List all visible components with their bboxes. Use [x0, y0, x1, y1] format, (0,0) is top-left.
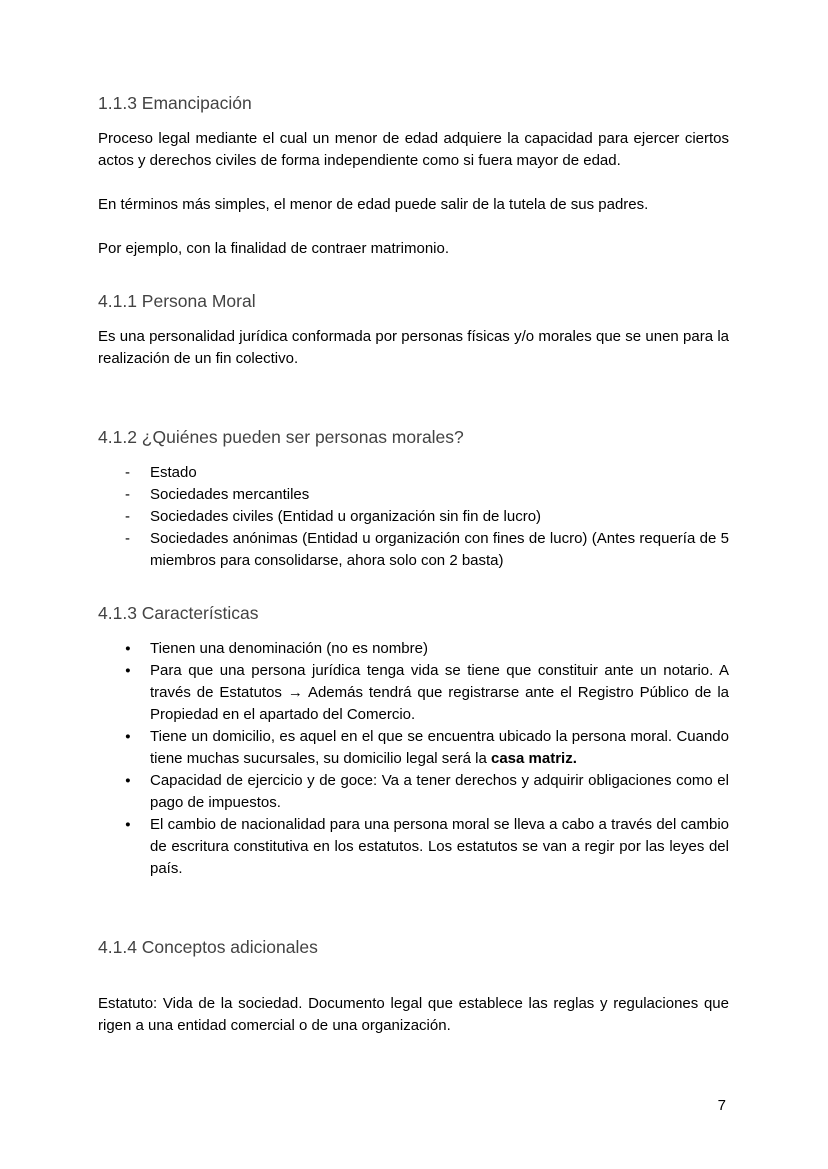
section-heading-caracteristicas: 4.1.3 Características [98, 603, 259, 623]
dash-marker: - [125, 508, 130, 525]
paragraph-persona-moral: Es una personalidad jurídica conformada por personas físicas y/o morales que se unen para la realización de un fin colectivo. [98, 328, 729, 367]
list-item [98, 484, 729, 506]
bullet-marker: ● [125, 775, 131, 786]
section-heading-emancipacion: 1.1.3 Emancipación [98, 93, 252, 113]
list-item [98, 814, 729, 880]
list-item [98, 462, 729, 484]
paragraph-emancipacion-2: En términos más simples, el menor de edad puede salir de la tutela de sus padres. [98, 196, 649, 213]
bullet-marker: ● [125, 665, 131, 676]
list-item [98, 770, 729, 814]
section-heading-conceptos-adicionales: 4.1.4 Conceptos adicionales [98, 937, 318, 957]
paragraph-estatuto: Estatuto: Vida de la sociedad. Documento legal que establece las reglas y regulaciones que rigen a una entidad comercial o de una organización. [98, 995, 729, 1034]
bullet-marker: ● [125, 643, 131, 654]
list-item-text: Capacidad de ejercicio y de goce: Va a tener derechos y adquirir obligaciones como el pago de impuestos. [150, 772, 729, 811]
dash-list-personas-morales [98, 462, 729, 572]
list-item [98, 638, 729, 660]
dash-marker: - [125, 486, 130, 503]
page-number: 7 [717, 1097, 726, 1114]
list-item-text: Sociedades civiles (Entidad u organización sin fin de lucro) [150, 508, 542, 525]
list-item-text: Para que una persona jurídica tenga vida se tiene que constituir ante un notario. A través de Estatutos → Además tendrá que registrarse ante el Registro Público de la Propiedad en el apartado del Comercio. [150, 662, 729, 723]
list-item-text: Sociedades mercantiles [150, 486, 310, 503]
list-item-text-bold: casa matriz. [491, 750, 577, 767]
list-item-text-normal: Tiene un domicilio, es aquel en el que se encuentra ubicado la persona moral. Cuando tiene muchas sucursales, su domicilio legal será la [150, 728, 729, 767]
list-item-text: Estado [150, 464, 197, 481]
list-item [98, 660, 729, 726]
bullet-marker: ● [125, 819, 131, 830]
section-heading-persona-moral: 4.1.1 Persona Moral [98, 291, 256, 311]
list-item [98, 506, 729, 528]
dash-marker: - [125, 464, 130, 481]
list-item-text [150, 726, 729, 770]
list-item [98, 528, 729, 572]
dash-marker: - [125, 530, 130, 547]
paragraph-emancipacion-1: Proceso legal mediante el cual un menor de edad adquiere la capacidad para ejercer ciertos actos y derechos civiles de forma independiente como si fuera mayor de edad. [98, 130, 729, 169]
bullet-marker: ● [125, 731, 131, 742]
bullet-list-caracteristicas [98, 638, 729, 880]
section-heading-quienes-pueden: 4.1.2 ¿Quiénes pueden ser personas morales? [98, 427, 464, 447]
list-item-text: El cambio de nacionalidad para una persona moral se lleva a cabo a través del cambio de escritura constitutiva en los estatutos. Los estatutos se van a regir por las leyes del país. [150, 816, 729, 877]
list-item [98, 726, 729, 770]
paragraph-emancipacion-3: Por ejemplo, con la finalidad de contraer matrimonio. [98, 240, 450, 257]
list-item-text: Sociedades anónimas (Entidad u organización con fines de lucro) (Antes requería de 5 miembros para consolidarse, ahora solo con 2 basta) [150, 530, 729, 569]
list-item-text: Tienen una denominación (no es nombre) [150, 640, 428, 657]
